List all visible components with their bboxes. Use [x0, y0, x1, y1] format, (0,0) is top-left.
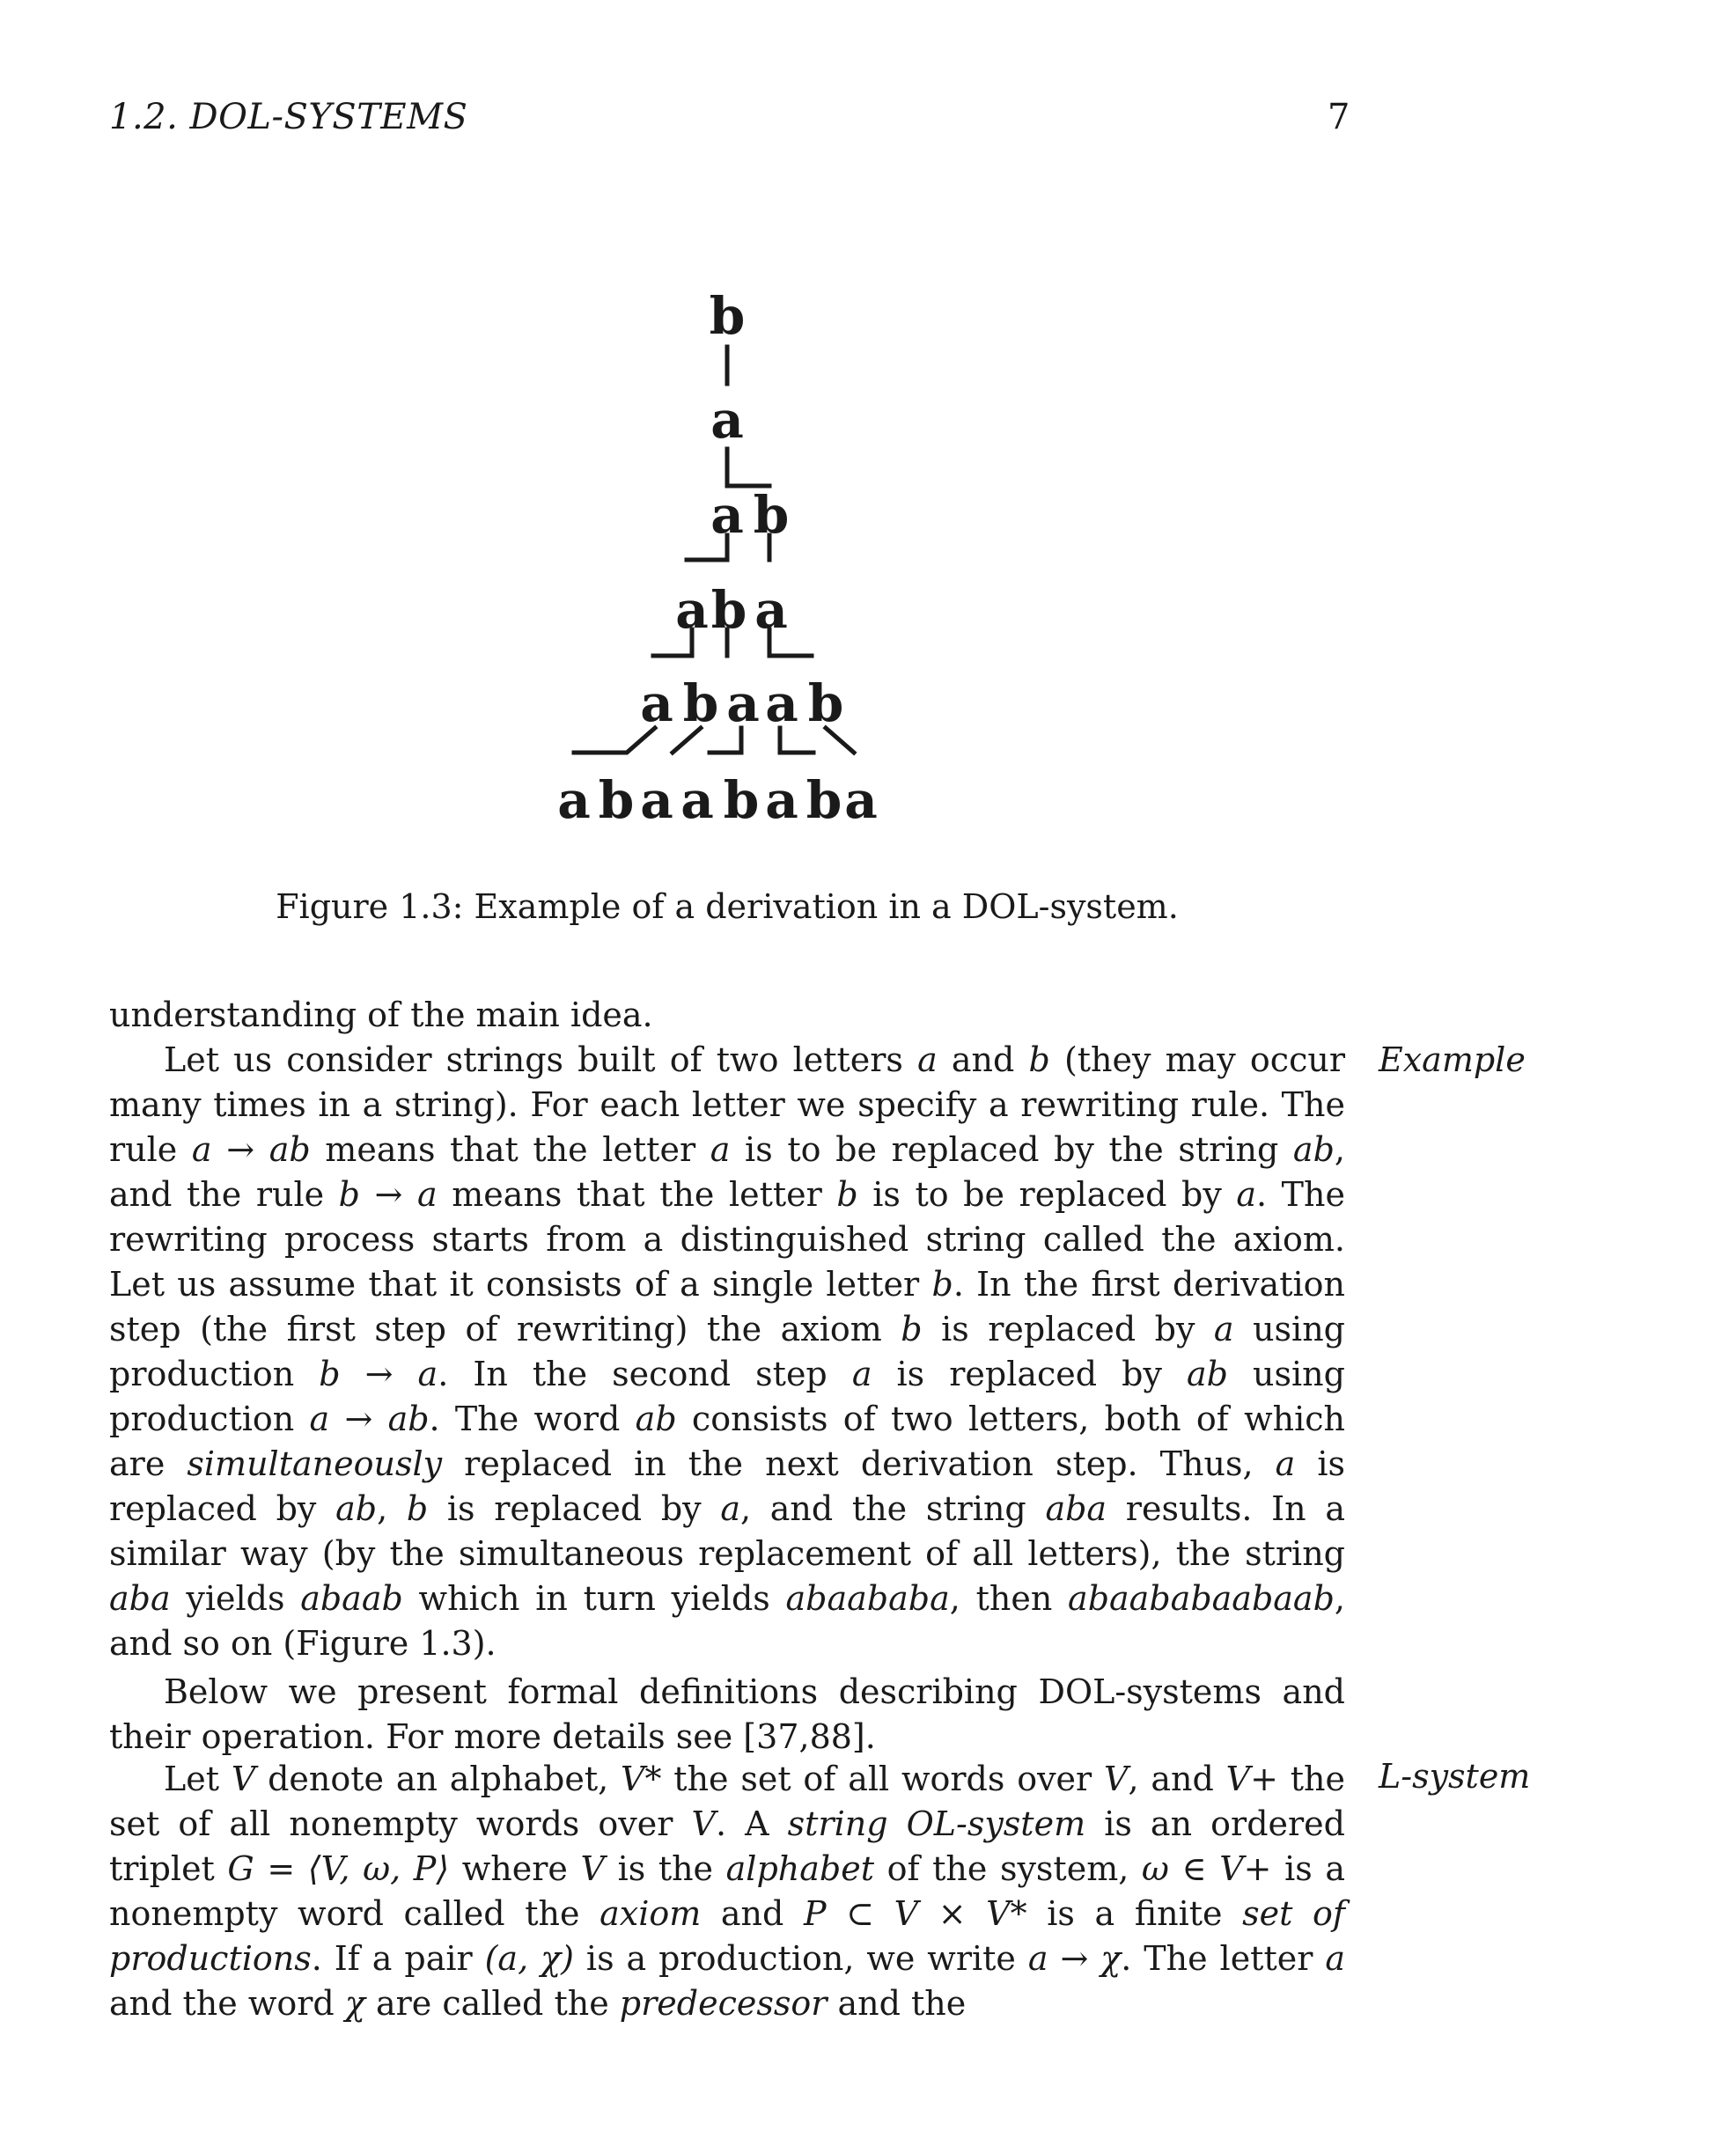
- section-title: 1.2. DOL-SYSTEMS: [109, 97, 468, 137]
- figure-letter: a: [765, 673, 798, 733]
- figure-letter: b: [598, 770, 635, 830]
- figure-letter: a: [726, 673, 760, 733]
- figure-letter: a: [710, 485, 744, 545]
- figure-letter: b: [710, 580, 747, 640]
- margin-note-lsystem: L-system: [1379, 1757, 1531, 1796]
- figure-letter: b: [709, 286, 746, 346]
- figure-letter: a: [710, 390, 744, 450]
- figure-letter: b: [753, 485, 790, 545]
- figure-letter: a: [765, 770, 798, 830]
- figure-letter: a: [675, 580, 709, 640]
- page-number: 7: [1328, 97, 1350, 137]
- figure-letter: a: [640, 770, 673, 830]
- figure-letter: a: [844, 770, 878, 830]
- running-header: [109, 97, 1350, 137]
- edge-a-ab: [727, 449, 769, 486]
- figure-letter: a: [640, 673, 673, 733]
- paragraph: understanding of the main idea.: [109, 996, 653, 1034]
- figure-letter: a: [754, 580, 788, 640]
- figure-letter: a: [557, 770, 591, 830]
- derivation-edges: [0, 286, 1736, 854]
- figure-letter: a: [680, 770, 714, 830]
- figure-caption: Figure 1.3: Example of a derivation in a DOL-system.: [276, 887, 1179, 926]
- derivation-figure: [0, 286, 1736, 854]
- paragraph-lsystem: Let V denote an alphabet, V* the set of all words over V, and V+ the set of all nonempty words over V. A string OL-system is an ordered triplet G = ⟨V, ω, P⟩ where V is the alphabet of the system, ω ∈ V+ is a nonempty word called the axiom and P ⊂ V × V* is a finite set of productions. If a pair (a, χ) is a production, we write a → χ. The letter a and the word χ are called the predecessor and the: [109, 1760, 1345, 2023]
- body-text: [109, 993, 1345, 1760]
- paragraph: Below we present formal definitions describing DOL-systems and their operation. For more details see [37,88].: [109, 1672, 1345, 1756]
- figure-letter: b: [682, 673, 719, 733]
- figure-letter: b: [805, 770, 842, 830]
- paragraph-example: Let us consider strings built of two letters a and b (they may occur many times in a string). For each letter we specify a rewriting rule. The rule a → ab means that the letter a is to be replaced by the string ab, and the rule b → a means that the letter b is to be replaced by a. The rewriting process starts from a distinguished string called the axiom. Let us assume that it consists of a single letter b. In the first derivation step (the first step of rewriting) the axiom b is replaced by a using production b → a. In the second step a is replaced by ab using production a → ab. The word ab consists of two letters, both of which are simultaneously replaced in the next derivation step. Thus, a is replaced by ab, b is replaced by a, and the string aba results. In a similar way (by the simultaneous replacement of all letters), the string aba yields abaab which in turn yields abaababa, then abaababaabaab, and so on (Figure 1.3).: [109, 1040, 1346, 1663]
- figure-letter: b: [723, 770, 760, 830]
- margin-note-example: Example: [1379, 1040, 1526, 1079]
- body-text-definition: [109, 1757, 1345, 2026]
- figure-letter: b: [807, 673, 844, 733]
